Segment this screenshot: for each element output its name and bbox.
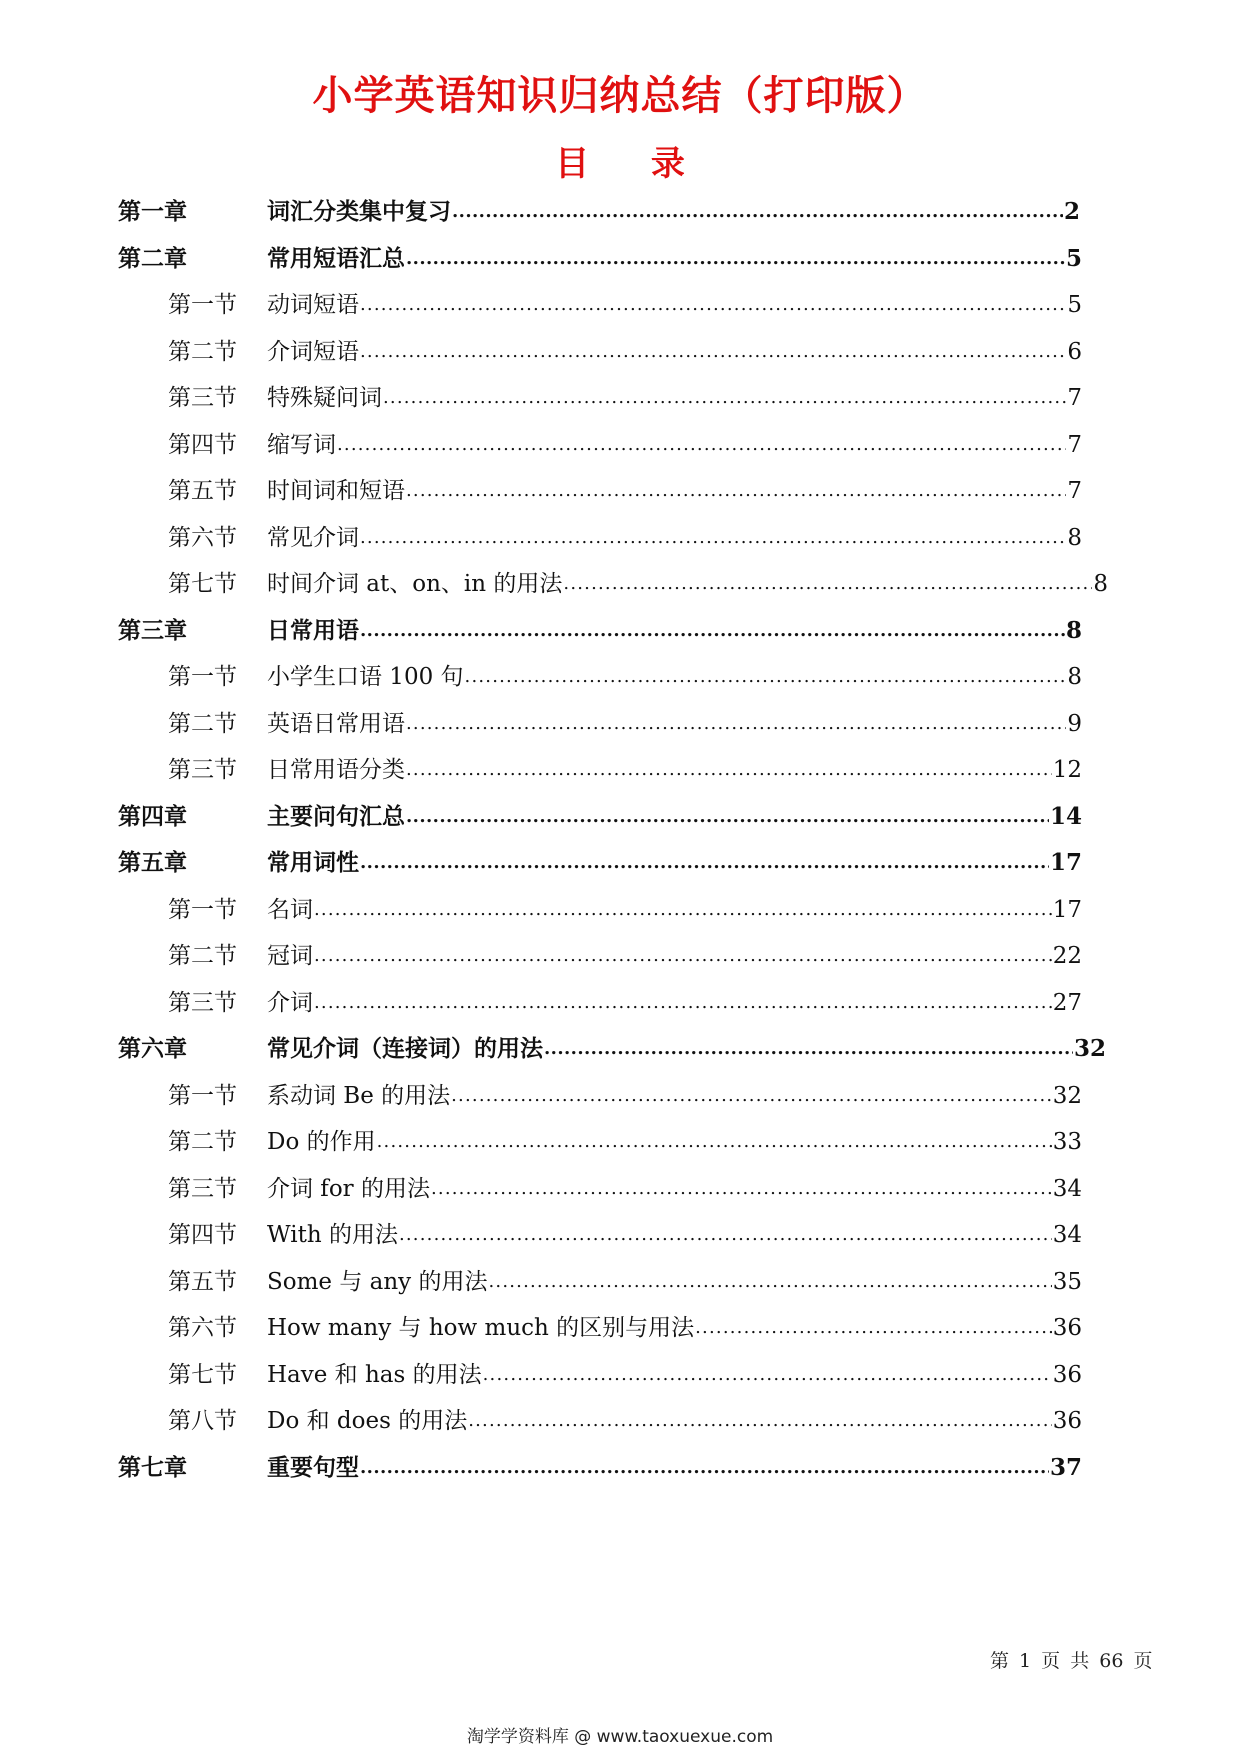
toc-page-number: 8 xyxy=(1065,616,1082,644)
toc-leader-dots xyxy=(383,383,1066,413)
toc-section-row[interactable] xyxy=(168,1350,1082,1390)
toc-page-number: 17 xyxy=(1049,849,1082,876)
toc-label: 名词 xyxy=(267,896,313,923)
source-watermark: 淘学学资料库 @ www.taoxuexue.com xyxy=(466,1727,774,1747)
toc-section-row[interactable] xyxy=(168,513,1082,553)
toc-leader-dots xyxy=(314,895,1052,925)
toc-label: 常见介词（连接词）的用法 xyxy=(267,1035,543,1062)
toc-page-number: 36 xyxy=(1052,1408,1082,1434)
toc-page-number: 7 xyxy=(1067,431,1082,458)
toc-leader-dots xyxy=(452,197,1063,227)
toc-label: Do 和 does 的用法 xyxy=(267,1408,468,1434)
toc-page-number: 8 xyxy=(1067,664,1082,690)
toc-number: 第八节 xyxy=(168,1408,237,1434)
toc-section-row[interactable] xyxy=(168,1071,1082,1111)
toc-number: 第六节 xyxy=(168,524,237,551)
toc-number: 第六节 xyxy=(168,1315,237,1341)
toc-chapter-row[interactable] xyxy=(118,234,1082,274)
toc-section-row[interactable] xyxy=(168,745,1082,785)
toc-section-row[interactable] xyxy=(168,1164,1082,1204)
toc-page-number: 8 xyxy=(1093,571,1108,597)
toc-page-number: 27 xyxy=(1052,989,1082,1016)
toc-label: 特殊疑问词 xyxy=(267,385,382,411)
toc-number: 第二节 xyxy=(168,943,237,969)
toc-number: 第五章 xyxy=(118,849,187,876)
toc-section-row[interactable] xyxy=(168,559,1108,599)
toc-number: 第三节 xyxy=(168,1175,237,1202)
toc-label: 常见介词 xyxy=(267,524,359,551)
toc-number: 第一节 xyxy=(168,896,237,923)
toc-chapter-row[interactable] xyxy=(118,606,1082,646)
toc-page-number: 37 xyxy=(1049,1453,1082,1481)
toc-leader-dots xyxy=(314,988,1052,1018)
toc-section-row[interactable] xyxy=(168,280,1082,320)
toc-number: 第四章 xyxy=(118,802,187,830)
toc-label: 动词短语 xyxy=(267,292,359,318)
toc-number: 第七章 xyxy=(118,1453,187,1481)
page-number: 第 1 页 共 66 页 xyxy=(990,1650,1153,1672)
toc-number: 第二节 xyxy=(168,1129,237,1155)
toc-label: Some 与 any 的用法 xyxy=(267,1268,488,1295)
toc-page-number: 35 xyxy=(1052,1268,1082,1295)
toc-page-number: 7 xyxy=(1067,385,1082,411)
toc-label: 缩写词 xyxy=(267,431,336,458)
toc-label: 时间介词 at、on、in 的用法 xyxy=(267,571,563,597)
toc-number: 第二章 xyxy=(118,244,187,272)
toc-section-row[interactable] xyxy=(168,466,1082,506)
toc-label: Do 的作用 xyxy=(267,1129,376,1155)
toc-number: 第三节 xyxy=(168,385,237,411)
toc-page-number: 33 xyxy=(1052,1129,1082,1155)
toc-leader-dots xyxy=(360,290,1066,320)
toc-leader-dots xyxy=(544,1034,1073,1064)
toc-leader-dots xyxy=(406,755,1052,785)
toc-page-number: 36 xyxy=(1052,1315,1082,1341)
toc-number: 第七节 xyxy=(168,1361,237,1388)
toc-page-number: 22 xyxy=(1052,943,1082,969)
toc-leader-dots xyxy=(406,709,1066,739)
toc-label: 介词短语 xyxy=(267,338,359,365)
toc-leader-dots xyxy=(468,1406,1052,1436)
toc-section-row[interactable] xyxy=(168,978,1082,1018)
toc-label: 小学生口语 100 句 xyxy=(267,664,464,690)
toc-heading: 目 录 xyxy=(555,144,685,184)
toc-label: 日常用语 xyxy=(267,616,359,644)
toc-label: 介词 for 的用法 xyxy=(267,1175,430,1202)
toc-page-number: 34 xyxy=(1052,1222,1082,1248)
toc-leader-dots xyxy=(360,337,1066,367)
toc-leader-dots xyxy=(483,1360,1052,1390)
toc-label: 重要句型 xyxy=(267,1453,359,1481)
toc-section-row[interactable] xyxy=(168,1303,1082,1343)
toc-section-row[interactable] xyxy=(168,420,1082,460)
toc-page-number: 8 xyxy=(1067,524,1082,551)
toc-section-row[interactable] xyxy=(168,1210,1082,1250)
toc-leader-dots xyxy=(563,569,1092,599)
toc-chapter-row[interactable] xyxy=(118,838,1082,878)
toc-leader-dots xyxy=(406,802,1049,832)
toc-page-number: 9 xyxy=(1067,710,1082,737)
toc-leader-dots xyxy=(399,1220,1052,1250)
toc-leader-dots xyxy=(488,1267,1051,1297)
toc-label: 常用短语汇总 xyxy=(267,244,405,272)
toc-number: 第六章 xyxy=(118,1035,187,1062)
toc-section-row[interactable] xyxy=(168,373,1082,413)
toc-chapter-row[interactable] xyxy=(118,187,1080,227)
toc-page-number: 12 xyxy=(1052,757,1082,783)
toc-section-row[interactable] xyxy=(168,699,1082,739)
toc-section-row[interactable] xyxy=(168,885,1082,925)
toc-chapter-row[interactable] xyxy=(118,1443,1082,1483)
toc-leader-dots xyxy=(360,848,1049,878)
toc-page-number: 17 xyxy=(1052,896,1082,923)
toc-label: How many 与 how much 的区别与用法 xyxy=(267,1315,695,1341)
toc-page-number: 2 xyxy=(1063,198,1080,225)
toc-page-number: 6 xyxy=(1067,338,1082,365)
toc-leader-dots xyxy=(337,430,1066,460)
toc-label: 冠词 xyxy=(267,943,313,969)
toc-leader-dots xyxy=(360,616,1065,646)
toc-number: 第一章 xyxy=(118,198,187,225)
toc-section-row[interactable] xyxy=(168,652,1082,692)
toc-chapter-row[interactable] xyxy=(118,792,1082,832)
toc-section-row[interactable] xyxy=(168,1396,1082,1436)
toc-leader-dots xyxy=(695,1313,1052,1343)
toc-section-row[interactable] xyxy=(168,1117,1082,1157)
toc-section-row[interactable] xyxy=(168,1257,1082,1297)
toc-number: 第七节 xyxy=(168,571,237,597)
toc-chapter-row[interactable] xyxy=(118,1024,1106,1064)
toc-section-row[interactable] xyxy=(168,931,1082,971)
toc-page-number: 32 xyxy=(1052,1082,1082,1109)
toc-number: 第一节 xyxy=(168,292,237,318)
toc-label: 常用词性 xyxy=(267,849,359,876)
toc-label: 英语日常用语 xyxy=(267,710,405,737)
toc-label: 日常用语分类 xyxy=(267,757,405,783)
toc-section-row[interactable] xyxy=(168,327,1082,367)
toc-page-number: 5 xyxy=(1067,292,1082,318)
toc-label: Have 和 has 的用法 xyxy=(267,1361,482,1388)
toc-number: 第三章 xyxy=(118,616,187,644)
toc-number: 第五节 xyxy=(168,478,237,504)
document-title: 小学英语知识归纳总结（打印版） xyxy=(312,72,928,119)
toc-page-number: 32 xyxy=(1073,1035,1106,1062)
toc-number: 第五节 xyxy=(168,1268,237,1295)
toc-label: With 的用法 xyxy=(267,1222,398,1248)
toc-label: 词汇分类集中复习 xyxy=(267,198,451,225)
toc-number: 第三节 xyxy=(168,757,237,783)
toc-leader-dots xyxy=(314,941,1052,971)
toc-number: 第一节 xyxy=(168,1082,237,1109)
toc-page-number: 5 xyxy=(1065,244,1082,272)
toc-page-number: 34 xyxy=(1052,1175,1082,1202)
toc-label: 主要问句汇总 xyxy=(267,802,405,830)
toc-label: 介词 xyxy=(267,989,313,1016)
toc-leader-dots xyxy=(451,1081,1052,1111)
toc-label: 系动词 Be 的用法 xyxy=(267,1082,451,1109)
toc-number: 第一节 xyxy=(168,664,237,690)
toc-number: 第三节 xyxy=(168,989,237,1016)
toc-leader-dots xyxy=(465,662,1067,692)
toc-number: 第二节 xyxy=(168,710,237,737)
toc-number: 第四节 xyxy=(168,431,237,458)
toc-leader-dots xyxy=(431,1174,1052,1204)
toc-number: 第二节 xyxy=(168,338,237,365)
toc-leader-dots xyxy=(377,1127,1052,1157)
toc-page-number: 36 xyxy=(1052,1361,1082,1388)
toc-page-number: 14 xyxy=(1049,802,1082,830)
toc-label: 时间词和短语 xyxy=(267,478,405,504)
toc-page-number: 7 xyxy=(1067,478,1082,504)
toc-leader-dots xyxy=(360,1453,1049,1483)
toc-leader-dots xyxy=(406,476,1066,506)
toc-leader-dots xyxy=(360,523,1066,553)
toc-number: 第四节 xyxy=(168,1222,237,1248)
toc-leader-dots xyxy=(406,244,1065,274)
